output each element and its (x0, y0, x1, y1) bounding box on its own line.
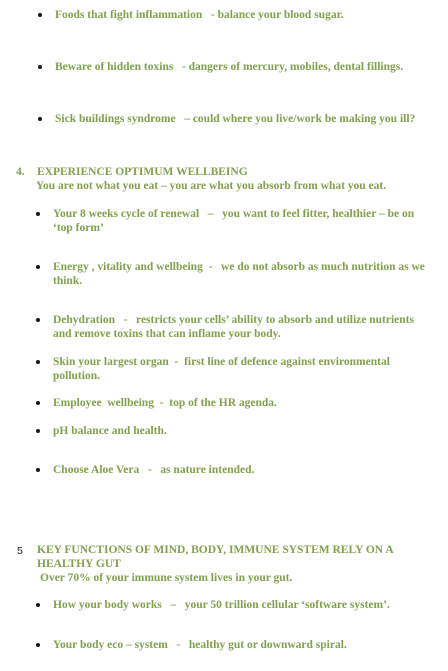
bullet-text-line1: pH balance and health. (53, 425, 167, 437)
bullet-text-line2: pollution. (53, 370, 100, 382)
section4-number: 4. (16, 166, 25, 178)
bullet-dot (36, 603, 40, 607)
bullet-text-line1: Dehydration - restricts your cells’ ability to absorb and utilize nutrients (53, 314, 414, 326)
bullet-dot (36, 468, 40, 472)
bullet-text-line2: ‘top form’ (53, 222, 104, 234)
bullet-dot (36, 429, 40, 433)
bullet-text: Sick buildings syndrome – could where you live/work be making you ill? (55, 113, 416, 125)
bullet-text-line1: Energy , vitality and wellbeing - we do not absorb as much nutrition as we (53, 261, 425, 273)
bullet-dot (36, 318, 40, 322)
bullet-dot (38, 13, 42, 17)
bullet-dot (36, 265, 40, 269)
bullet-dot (36, 212, 40, 216)
bullet-text-line1: Employee wellbeing - top of the HR agenda. (53, 397, 277, 409)
bullet-dot (38, 117, 42, 121)
bullet-text-line1: Your 8 weeks cycle of renewal – you want to feel fitter, healthier – be on (53, 208, 415, 220)
section5-subtitle: Over 70% of your immune system lives in your gut. (40, 572, 293, 584)
bullet-dot (36, 360, 40, 364)
section4-title: EXPERIENCE OPTIMUM WELLBEING (37, 166, 248, 178)
section5-title-line2: HEALTHY GUT (37, 558, 121, 570)
bullet-text-line2: think. (53, 275, 83, 287)
bullet-dot (38, 65, 42, 69)
bullet-dot (36, 643, 40, 647)
section4-subtitle: You are not what you eat – you are what you absorb from what you eat. (36, 180, 387, 192)
bullet-text: Your body eco – system - healthy gut or downward spiral. (53, 639, 347, 651)
bullet-text: Foods that fight inflammation - balance your blood sugar. (55, 9, 344, 21)
bullet-dot (36, 401, 40, 405)
bullet-text: Beware of hidden toxins - dangers of mercury, mobiles, dental fillings. (55, 61, 404, 73)
bullet-text: How your body works – your 50 trillion cellular ‘software system’. (53, 599, 390, 611)
section5-number: 5 (17, 545, 23, 557)
bullet-text-line2: and remove toxins that can inflame your body. (53, 328, 281, 340)
bullet-text-line1: Choose Aloe Vera - as nature intended. (53, 464, 255, 476)
section5-title-line1: KEY FUNCTIONS OF MIND, BODY, IMMUNE SYSTEM RELY ON A (37, 544, 394, 556)
bullet-text-line1: Skin your largest organ - first line of defence against environmental (53, 356, 390, 368)
